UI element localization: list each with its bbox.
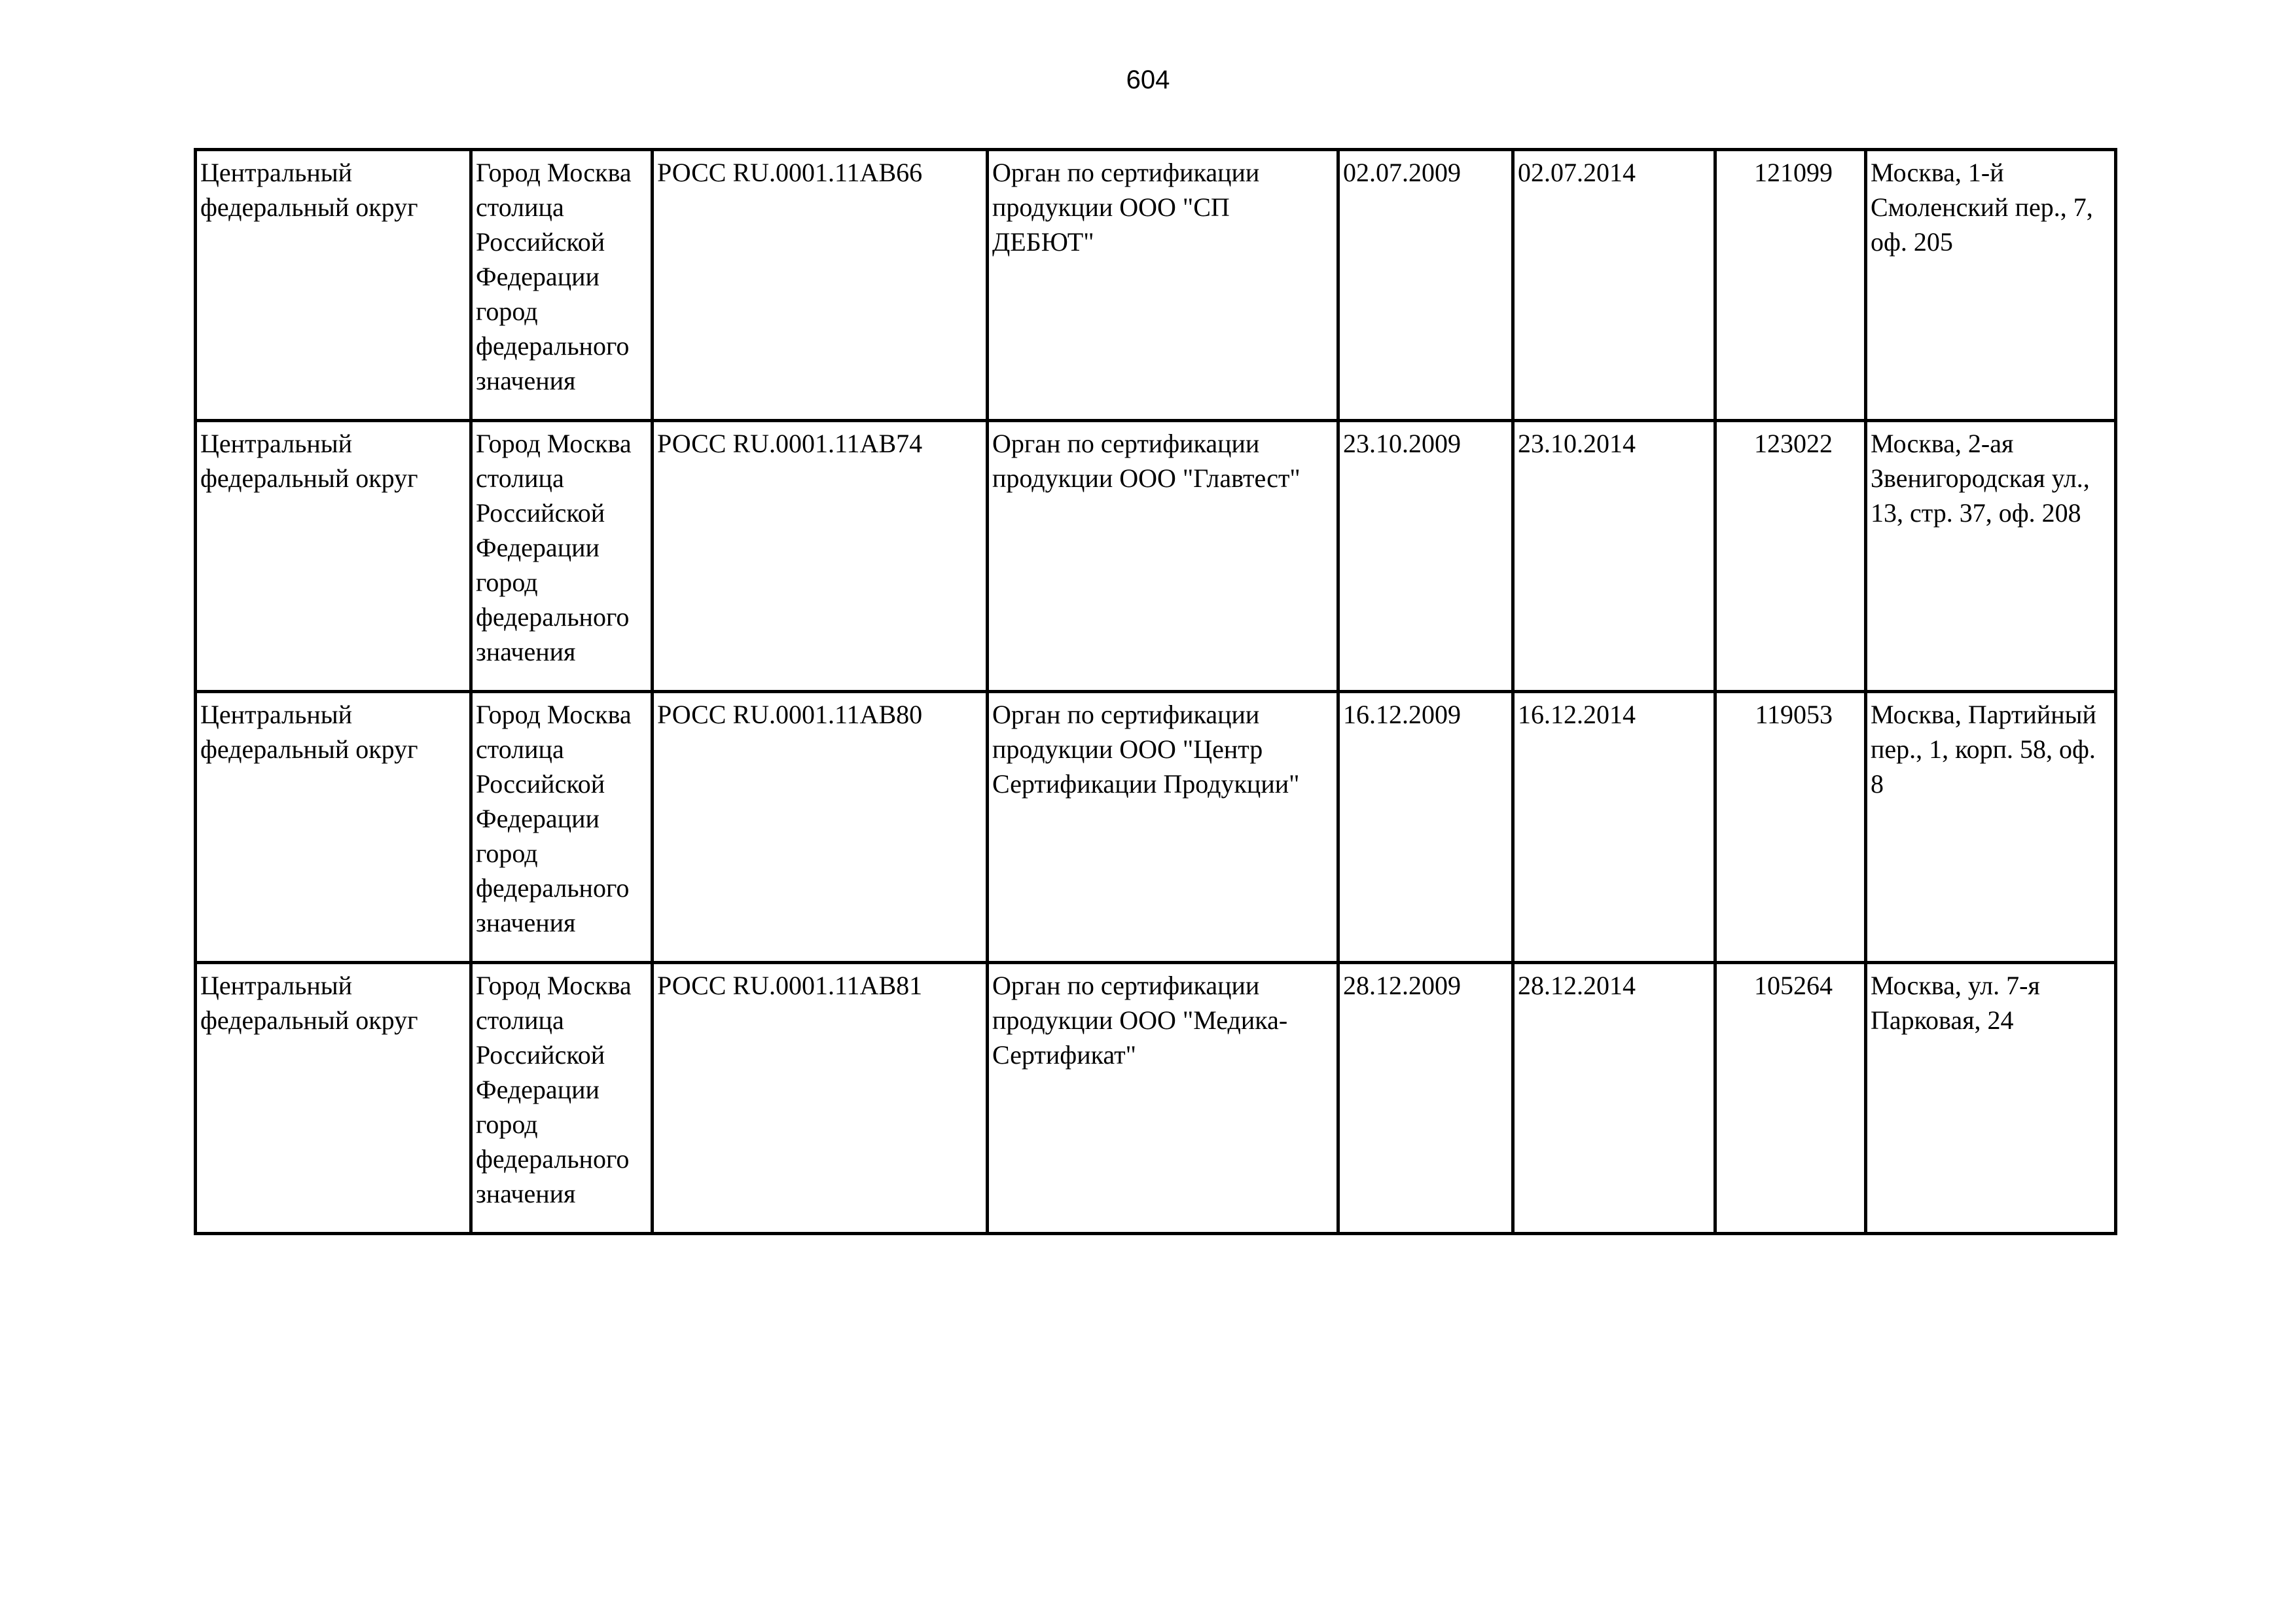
region-text: Город Москва столица Российской Федерации город федерального значения <box>476 158 632 395</box>
district-text: Центральный федеральный округ <box>200 700 418 764</box>
reg-number-cell <box>653 421 988 692</box>
organization-cell <box>988 692 1338 963</box>
date-to-cell <box>1513 692 1715 963</box>
date-from-text: 16.12.2009 <box>1343 700 1461 729</box>
table-row <box>196 963 2116 1234</box>
district-cell <box>196 692 471 963</box>
reg-number-text: РОСС RU.0001.11АВ74 <box>657 429 923 458</box>
district-text: Центральный федеральный округ <box>200 429 418 493</box>
table-row <box>196 692 2116 963</box>
district-cell <box>196 963 471 1234</box>
postcode-text: 123022 <box>1754 429 1833 458</box>
address-cell <box>1866 963 2116 1234</box>
region-cell <box>471 963 653 1234</box>
organization-text: Орган по сертификации продукции ООО "СП ДЕБЮТ" <box>992 158 1260 257</box>
postcode-cell <box>1715 421 1866 692</box>
region-text: Город Москва столица Российской Федерации город федерального значения <box>476 700 632 937</box>
date-to-text: 16.12.2014 <box>1518 700 1636 729</box>
reg-number-cell <box>653 963 988 1234</box>
address-cell <box>1866 150 2116 421</box>
table-row <box>196 421 2116 692</box>
district-cell <box>196 150 471 421</box>
region-cell <box>471 421 653 692</box>
date-to-text: 23.10.2014 <box>1518 429 1636 458</box>
address-cell <box>1866 421 2116 692</box>
date-from-text: 02.07.2009 <box>1343 158 1461 187</box>
date-to-text: 28.12.2014 <box>1518 971 1636 1000</box>
date-to-text: 02.07.2014 <box>1518 158 1636 187</box>
organization-text: Орган по сертификации продукции ООО "Центр Сертификации Продукции" <box>992 700 1300 799</box>
reg-number-text: РОСС RU.0001.11АВ66 <box>657 158 923 187</box>
date-to-cell <box>1513 421 1715 692</box>
address-text: Москва, 2-ая Звенигородская ул., 13, стр. 37, оф. 208 <box>1871 429 2090 528</box>
certification-bodies-table <box>194 148 2117 1235</box>
postcode-text: 121099 <box>1754 158 1833 187</box>
date-to-cell <box>1513 963 1715 1234</box>
organization-text: Орган по сертификации продукции ООО "Медика-Сертификат" <box>992 971 1288 1070</box>
district-cell <box>196 421 471 692</box>
reg-number-text: РОСС RU.0001.11АВ81 <box>657 971 923 1000</box>
postcode-text: 119053 <box>1755 700 1833 729</box>
date-from-cell <box>1338 421 1513 692</box>
date-from-cell <box>1338 150 1513 421</box>
organization-cell <box>988 150 1338 421</box>
region-cell <box>471 150 653 421</box>
date-from-text: 23.10.2009 <box>1343 429 1461 458</box>
region-text: Город Москва столица Российской Федерации город федерального значения <box>476 429 632 666</box>
organization-text: Орган по сертификации продукции ООО "Главтест" <box>992 429 1300 493</box>
reg-number-text: РОСС RU.0001.11АВ80 <box>657 700 923 729</box>
date-from-text: 28.12.2009 <box>1343 971 1461 1000</box>
date-from-cell <box>1338 692 1513 963</box>
address-text: Москва, ул. 7-я Парковая, 24 <box>1871 971 2040 1035</box>
address-cell <box>1866 692 2116 963</box>
postcode-cell <box>1715 692 1866 963</box>
district-text: Центральный федеральный округ <box>200 971 418 1035</box>
reg-number-cell <box>653 692 988 963</box>
table-row <box>196 150 2116 421</box>
date-to-cell <box>1513 150 1715 421</box>
page-number: 604 <box>1126 65 1170 94</box>
date-from-cell <box>1338 963 1513 1234</box>
postcode-cell <box>1715 150 1866 421</box>
postcode-cell <box>1715 963 1866 1234</box>
reg-number-cell <box>653 150 988 421</box>
region-text: Город Москва столица Российской Федерации город федерального значения <box>476 971 632 1208</box>
organization-cell <box>988 963 1338 1234</box>
address-text: Москва, 1-й Смоленский пер., 7, оф. 205 <box>1871 158 2093 257</box>
district-text: Центральный федеральный округ <box>200 158 418 222</box>
region-cell <box>471 692 653 963</box>
organization-cell <box>988 421 1338 692</box>
postcode-text: 105264 <box>1754 971 1833 1000</box>
address-text: Москва, Партийный пер., 1, корп. 58, оф. 8 <box>1871 700 2096 799</box>
